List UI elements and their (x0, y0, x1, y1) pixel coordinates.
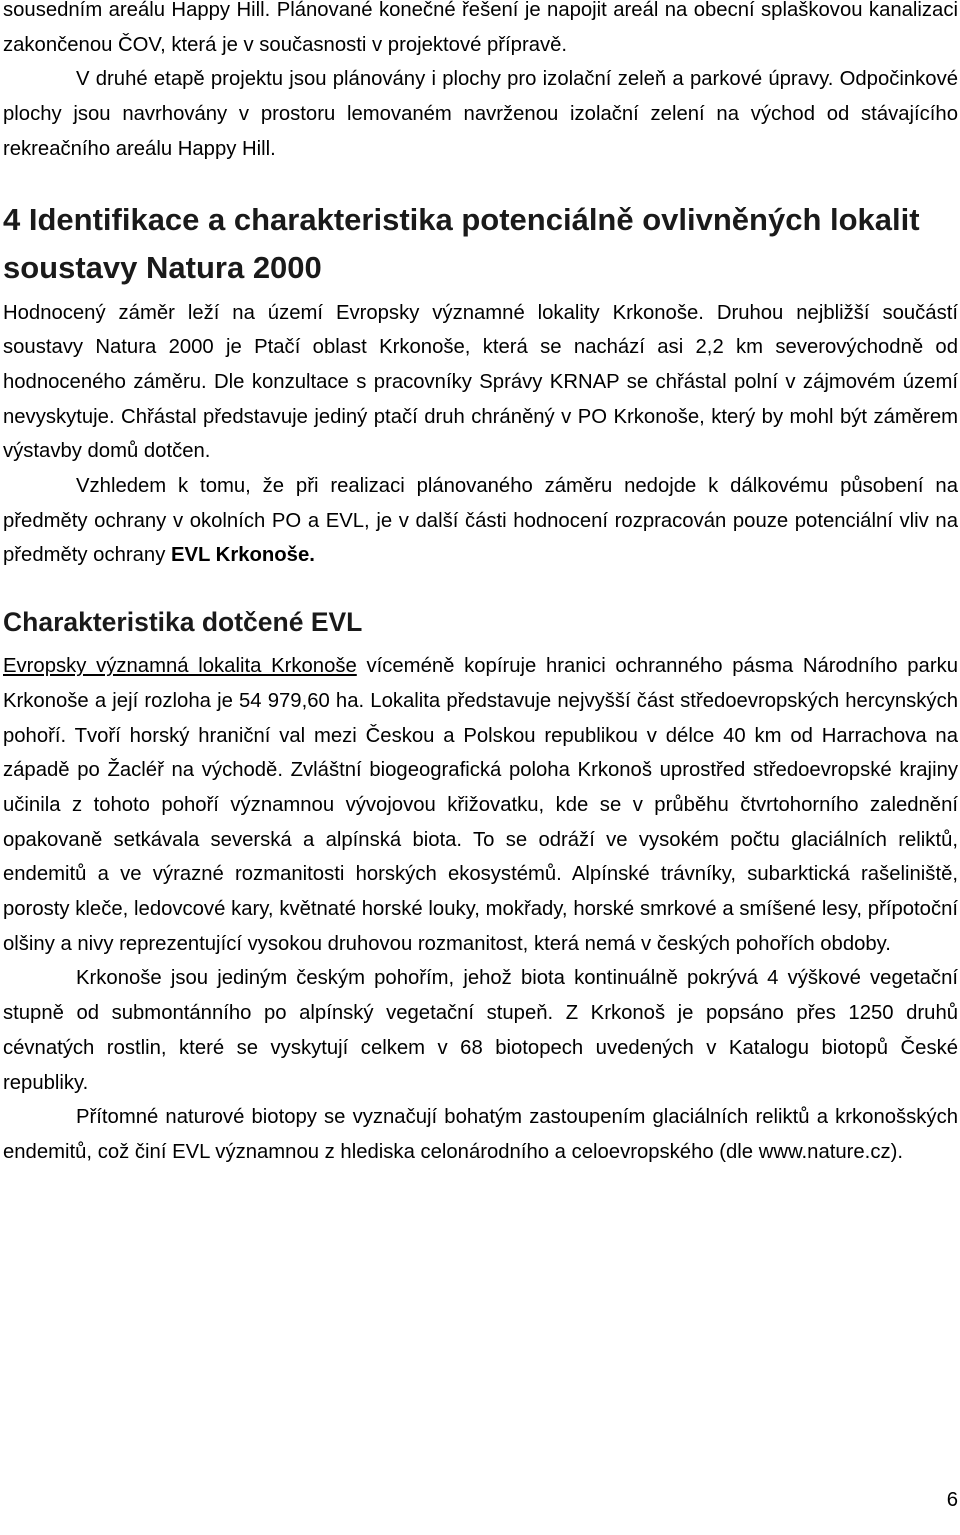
evl-paragraph-3: Přítomné naturové biotopy se vyznačují bohatým zastoupením glaciálních reliktů a krkonošských endemitů, což činí EVL významnou z hlediska celonárodního a celoevropského (dle www.nature.cz). (3, 1106, 958, 1163)
section-4-paragraph-2 (3, 469, 958, 573)
intro-paragraph-2: V druhé etapě projektu jsou plánovány i plochy pro izolační zeleň a parkové úpravy. Odpočinkové plochy jsou navrhovány v prostoru lemovaném navrženou izolační zelení na východ od stávajícího rekreačního areálu Happy Hill. (3, 68, 958, 160)
section-4-paragraph-1: Hodnocený záměr leží na území Evropsky významné lokality Krkonoše. Druhou nejbližší součástí soustavy Natura 2000 je Ptačí oblast Krkonoše, která se nachází asi 2,2 km severovýchodně od hodnoceného záměru. Dle konzultace s pracovníky Správy KRNAP se chřástal polní v zájmovém území nevyskytuje. Chřástal představuje jediný ptačí druh chráněný v PO Krkonoše, který by mohl být záměrem výstavby domů dotčen. (3, 301, 958, 463)
evl-paragraph-1-text: víceméně kopíruje hranici ochranného pásma Národního parku Krkonoše a její rozloha je 54 979,60 ha. Lokalita představuje nejvyšší část středoevropských hercynských pohoří. Tvoří horský hraniční val mezi Českou a Polskou republikou v délce 40 km od Harrachova na západě po Žacléř na východě. Zvláštní biogeografická poloha Krkonoš uprostřed středoevropské krajiny učinila z tohoto pohoří významnou vývojovou křižovatku, kde se v průběhu čtvrtohorního zalednění opakovaně setkávala severská a alpínská biota. To se odráží ve vysokém počtu glaciálních reliktů, endemitů a ve výrazné rozmanitosti horských ekosystémů. Alpínské trávníky, subarktická rašeliniště, porosty kleče, ledovcové kary, květnaté horské louky, mokřady, horské smrkové a smíšené lesy, přípotoční olšiny a nivy reprezentující vysokou druhovou rozmanitost, která nemá v českých pohořích obdoby. (3, 655, 959, 955)
section-4-heading: 4 Identifikace a charakteristika potenciálně ovlivněných lokalit soustavy Natura 2000 (3, 201, 920, 285)
evl-characteristics-heading: Charakteristika dotčené EVL (3, 607, 363, 638)
intro-paragraph-1: sousedním areálu Happy Hill. Plánované konečné řešení je napojit areál na obecní splaškovou kanalizaci zakončenou ČOV, která je v současnosti v projektové přípravě. (3, 0, 958, 56)
evl-name-underlined: Evropsky významná lokalita Krkonoše (3, 655, 357, 678)
evl-paragraph-2: Krkonoše jsou jediným českým pohořím, jehož biota kontinuálně pokrývá 4 výškové vegetační stupně od submontánního po alpínský vegetační stupeň. Z Krkonoš je popsáno přes 1250 druhů cévnatých rostlin, které se vyskytují celkem v 68 biotopech uvedených v Katalogu biotopů České republiky. (3, 967, 958, 1094)
page-number: 6 (946, 1489, 958, 1511)
document-page (3, 0, 958, 1170)
evl-paragraph-1 (3, 649, 958, 961)
evl-krkonose-emphasis: EVL Krkonoše. (170, 544, 315, 567)
section-4-paragraph-2-text: Vzhledem k tomu, že při realizaci plánovaného záměru nedojde k dálkovému působení na předměty ochrany v okolních PO a EVL, je v další části hodnocení rozpracován pouze potenciální vliv na předměty ochrany (3, 475, 958, 567)
